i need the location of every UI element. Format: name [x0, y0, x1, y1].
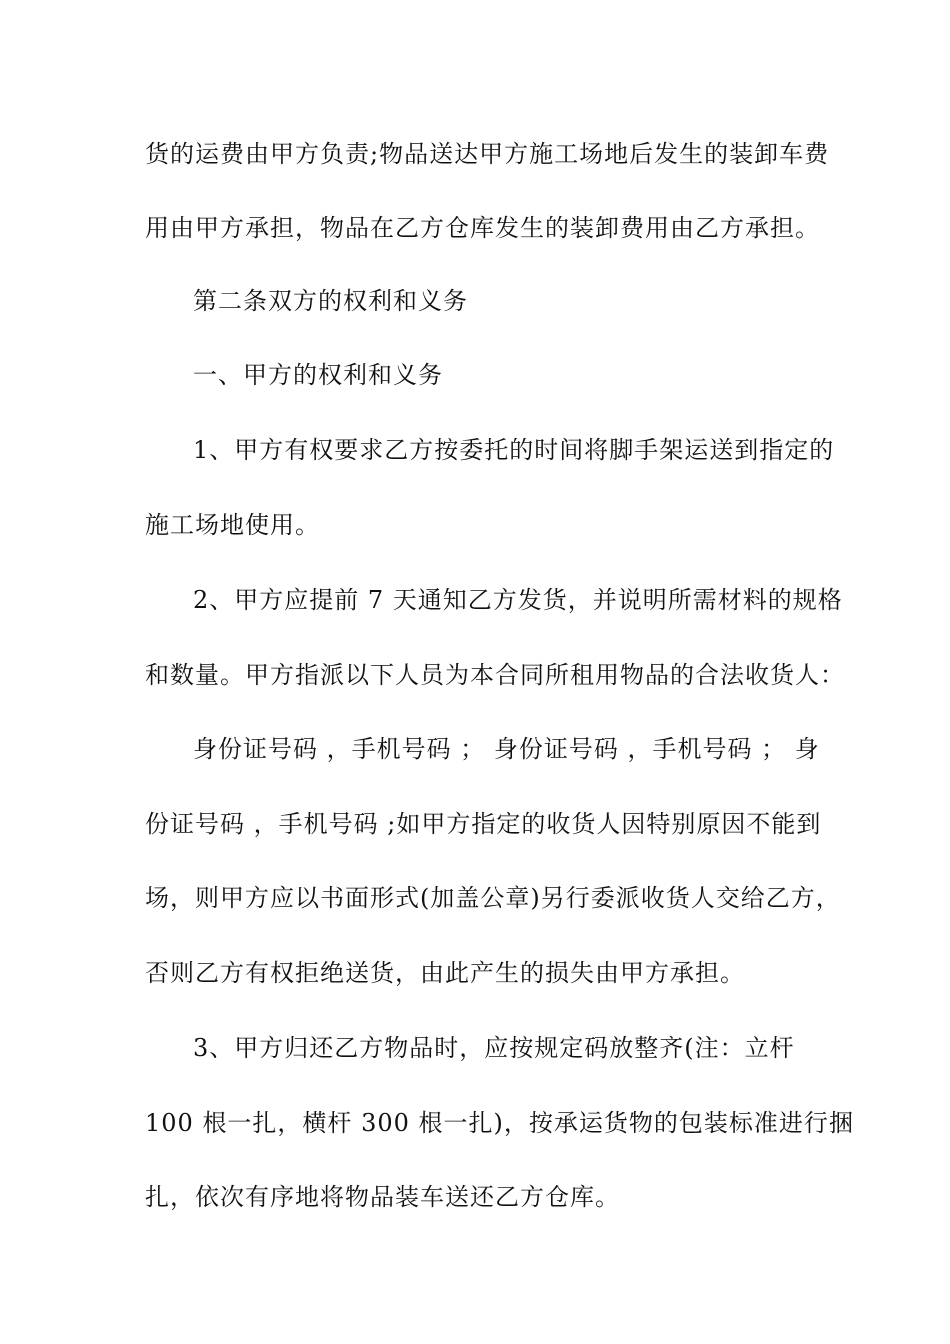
subsection-heading: 一、甲方的权利和义务	[193, 361, 443, 389]
paragraph-line: 用由甲方承担，物品在乙方仓库发生的装卸费用由乙方承担。	[145, 214, 820, 242]
paragraph-line: 施工场地使用。	[145, 511, 320, 539]
paragraph-line: 份证号码 ，手机号码 ;如甲方指定的收货人因特别原因不能到	[145, 810, 822, 838]
paragraph-line: 100 根一扎，横杆 300 根一扎)，按承运货物的包装标准进行捆	[145, 1109, 854, 1137]
paragraph-line: 货的运费由甲方负责;物品送达甲方施工场地后发生的装卸车费	[145, 140, 830, 168]
paragraph-line: 3、甲方归还乙方物品时，应按规定码放整齐(注：立杆	[193, 1034, 795, 1062]
paragraph-line: 否则乙方有权拒绝送货，由此产生的损失由甲方承担。	[145, 959, 745, 987]
paragraph-line: 身份证号码 ，手机号码 ； 身份证号码 ，手机号码 ； 身	[193, 735, 820, 763]
section-heading: 第二条双方的权利和义务	[193, 287, 468, 315]
paragraph-line: 和数量。甲方指派以下人员为本合同所租用物品的合法收货人：	[145, 661, 845, 689]
paragraph-line: 2、甲方应提前 7 天通知乙方发货，并说明所需材料的规格	[193, 586, 843, 614]
paragraph-line: 场，则甲方应以书面形式(加盖公章)另行委派收货人交给乙方，	[145, 884, 841, 912]
paragraph-line: 1、甲方有权要求乙方按委托的时间将脚手架运送到指定的	[193, 436, 835, 464]
paragraph-line: 扎，依次有序地将物品装车送还乙方仓库。	[145, 1183, 620, 1211]
